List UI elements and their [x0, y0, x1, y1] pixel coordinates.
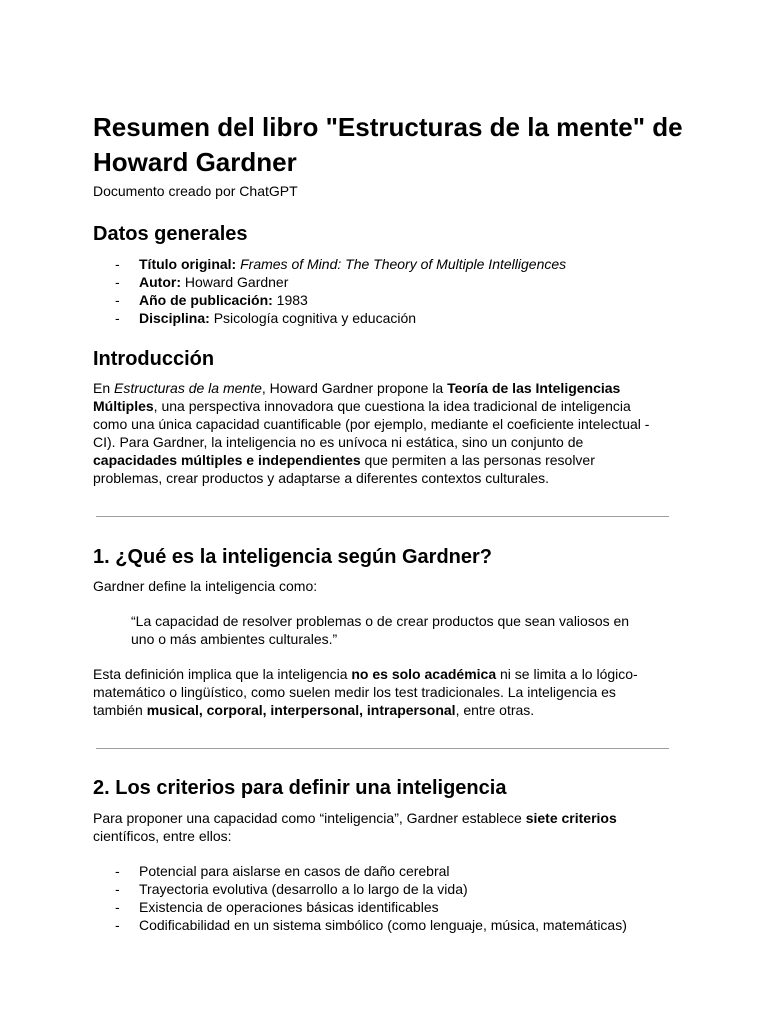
dash-marker: -: [115, 863, 120, 879]
list-item: [115, 291, 566, 309]
list-item: [115, 916, 627, 934]
list-item: [115, 898, 627, 916]
seccion-2-lead: [93, 809, 665, 845]
heading-seccion-2: 2. Los criterios para definir una inteligencia: [93, 777, 507, 799]
heading-seccion-1: 1. ¿Qué es la inteligencia según Gardner?: [93, 546, 493, 568]
document-byline: Documento creado por ChatGPT: [93, 183, 298, 199]
dash-marker: -: [115, 899, 120, 915]
seccion-1-lead: Gardner define la inteligencia como:: [93, 578, 318, 594]
dash-marker: -: [115, 274, 120, 290]
section-divider: [96, 748, 669, 749]
introduccion-paragraph: [93, 379, 665, 487]
field-value: Psicología cognitiva y educación: [213, 310, 417, 326]
emphasis-bold: no es solo académica: [351, 666, 497, 682]
list-item: [115, 880, 627, 898]
field-value: Howard Gardner: [184, 274, 289, 290]
text-run: que permiten a las personas resolver problemas, crear productos y adaptarse a diferentes contextos culturales.: [93, 452, 595, 486]
dash-marker: -: [115, 917, 120, 933]
heading-introduccion: Introducción: [93, 348, 215, 370]
text-run: , Howard Gardner propone la: [261, 380, 448, 396]
heading-datos-generales: Datos generales: [93, 223, 248, 245]
list-item: [115, 273, 566, 291]
seccion-1-paragraph: [93, 665, 665, 719]
dash-marker: -: [115, 292, 120, 308]
emphasis-bold: capacidades múltiples e independientes: [93, 452, 361, 468]
text-run: Esta definición implica que la inteligencia: [93, 666, 352, 682]
list-item: [115, 309, 566, 327]
definition-quote: “La capacidad de resolver problemas o de crear productos que sean valiosos en uno o más ambientes culturales.”: [131, 613, 630, 647]
field-label: Disciplina:: [139, 310, 210, 326]
emphasis-bold: musical, corporal, interpersonal, intrapersonal: [146, 702, 456, 718]
dash-marker: -: [115, 310, 120, 326]
text-run: Para proponer una capacidad como “inteligencia”, Gardner establece: [93, 810, 526, 826]
field-value: 1983: [276, 292, 308, 308]
dash-marker: -: [115, 256, 120, 272]
list-item-text: Existencia de operaciones básicas identificables: [139, 899, 439, 915]
emphasis-bold: Teoría de las Inteligencias Múltiples: [93, 380, 621, 414]
emphasis-bold: siete criterios: [525, 810, 617, 826]
text-run: ni se limita a lo lógico-matemático o lingüístico, como suelen medir los test tradicionales. La inteligencia es también: [93, 666, 638, 718]
text-run: , una perspectiva innovadora que cuestiona la idea tradicional de inteligencia como una única capacidad cuantificable (por ejemplo, mediante el coeficiente intelectual - CI). Para Gardner, la inteligencia no es unívoca ni estática, sino un conjunto de: [93, 398, 650, 450]
field-label: Título original:: [139, 256, 237, 272]
list-item: [115, 255, 566, 273]
text-run: , entre otras.: [455, 702, 535, 718]
section-divider: [96, 516, 669, 517]
criterios-list: [115, 862, 627, 934]
list-item-text: Trayectoria evolutiva (desarrollo a lo largo de la vida): [139, 881, 468, 897]
document-title: Resumen del libro "Estructuras de la mente" de Howard Gardner: [93, 112, 683, 177]
field-value: Frames of Mind: The Theory of Multiple Intelligences: [240, 256, 567, 272]
text-run: En: [93, 380, 115, 396]
text-run: científicos, entre ellos:: [93, 828, 232, 844]
list-item-text: Potencial para aislarse en casos de daño cerebral: [139, 863, 450, 879]
list-item-text: Codificabilidad en un sistema simbólico (como lenguaje, música, matemáticas): [139, 917, 627, 933]
list-item: [115, 862, 627, 880]
dash-marker: -: [115, 881, 120, 897]
datos-generales-list: [115, 255, 566, 327]
book-title-italic: Estructuras de la mente: [114, 380, 262, 396]
field-label: Año de publicación:: [139, 292, 273, 308]
field-label: Autor:: [139, 274, 181, 290]
